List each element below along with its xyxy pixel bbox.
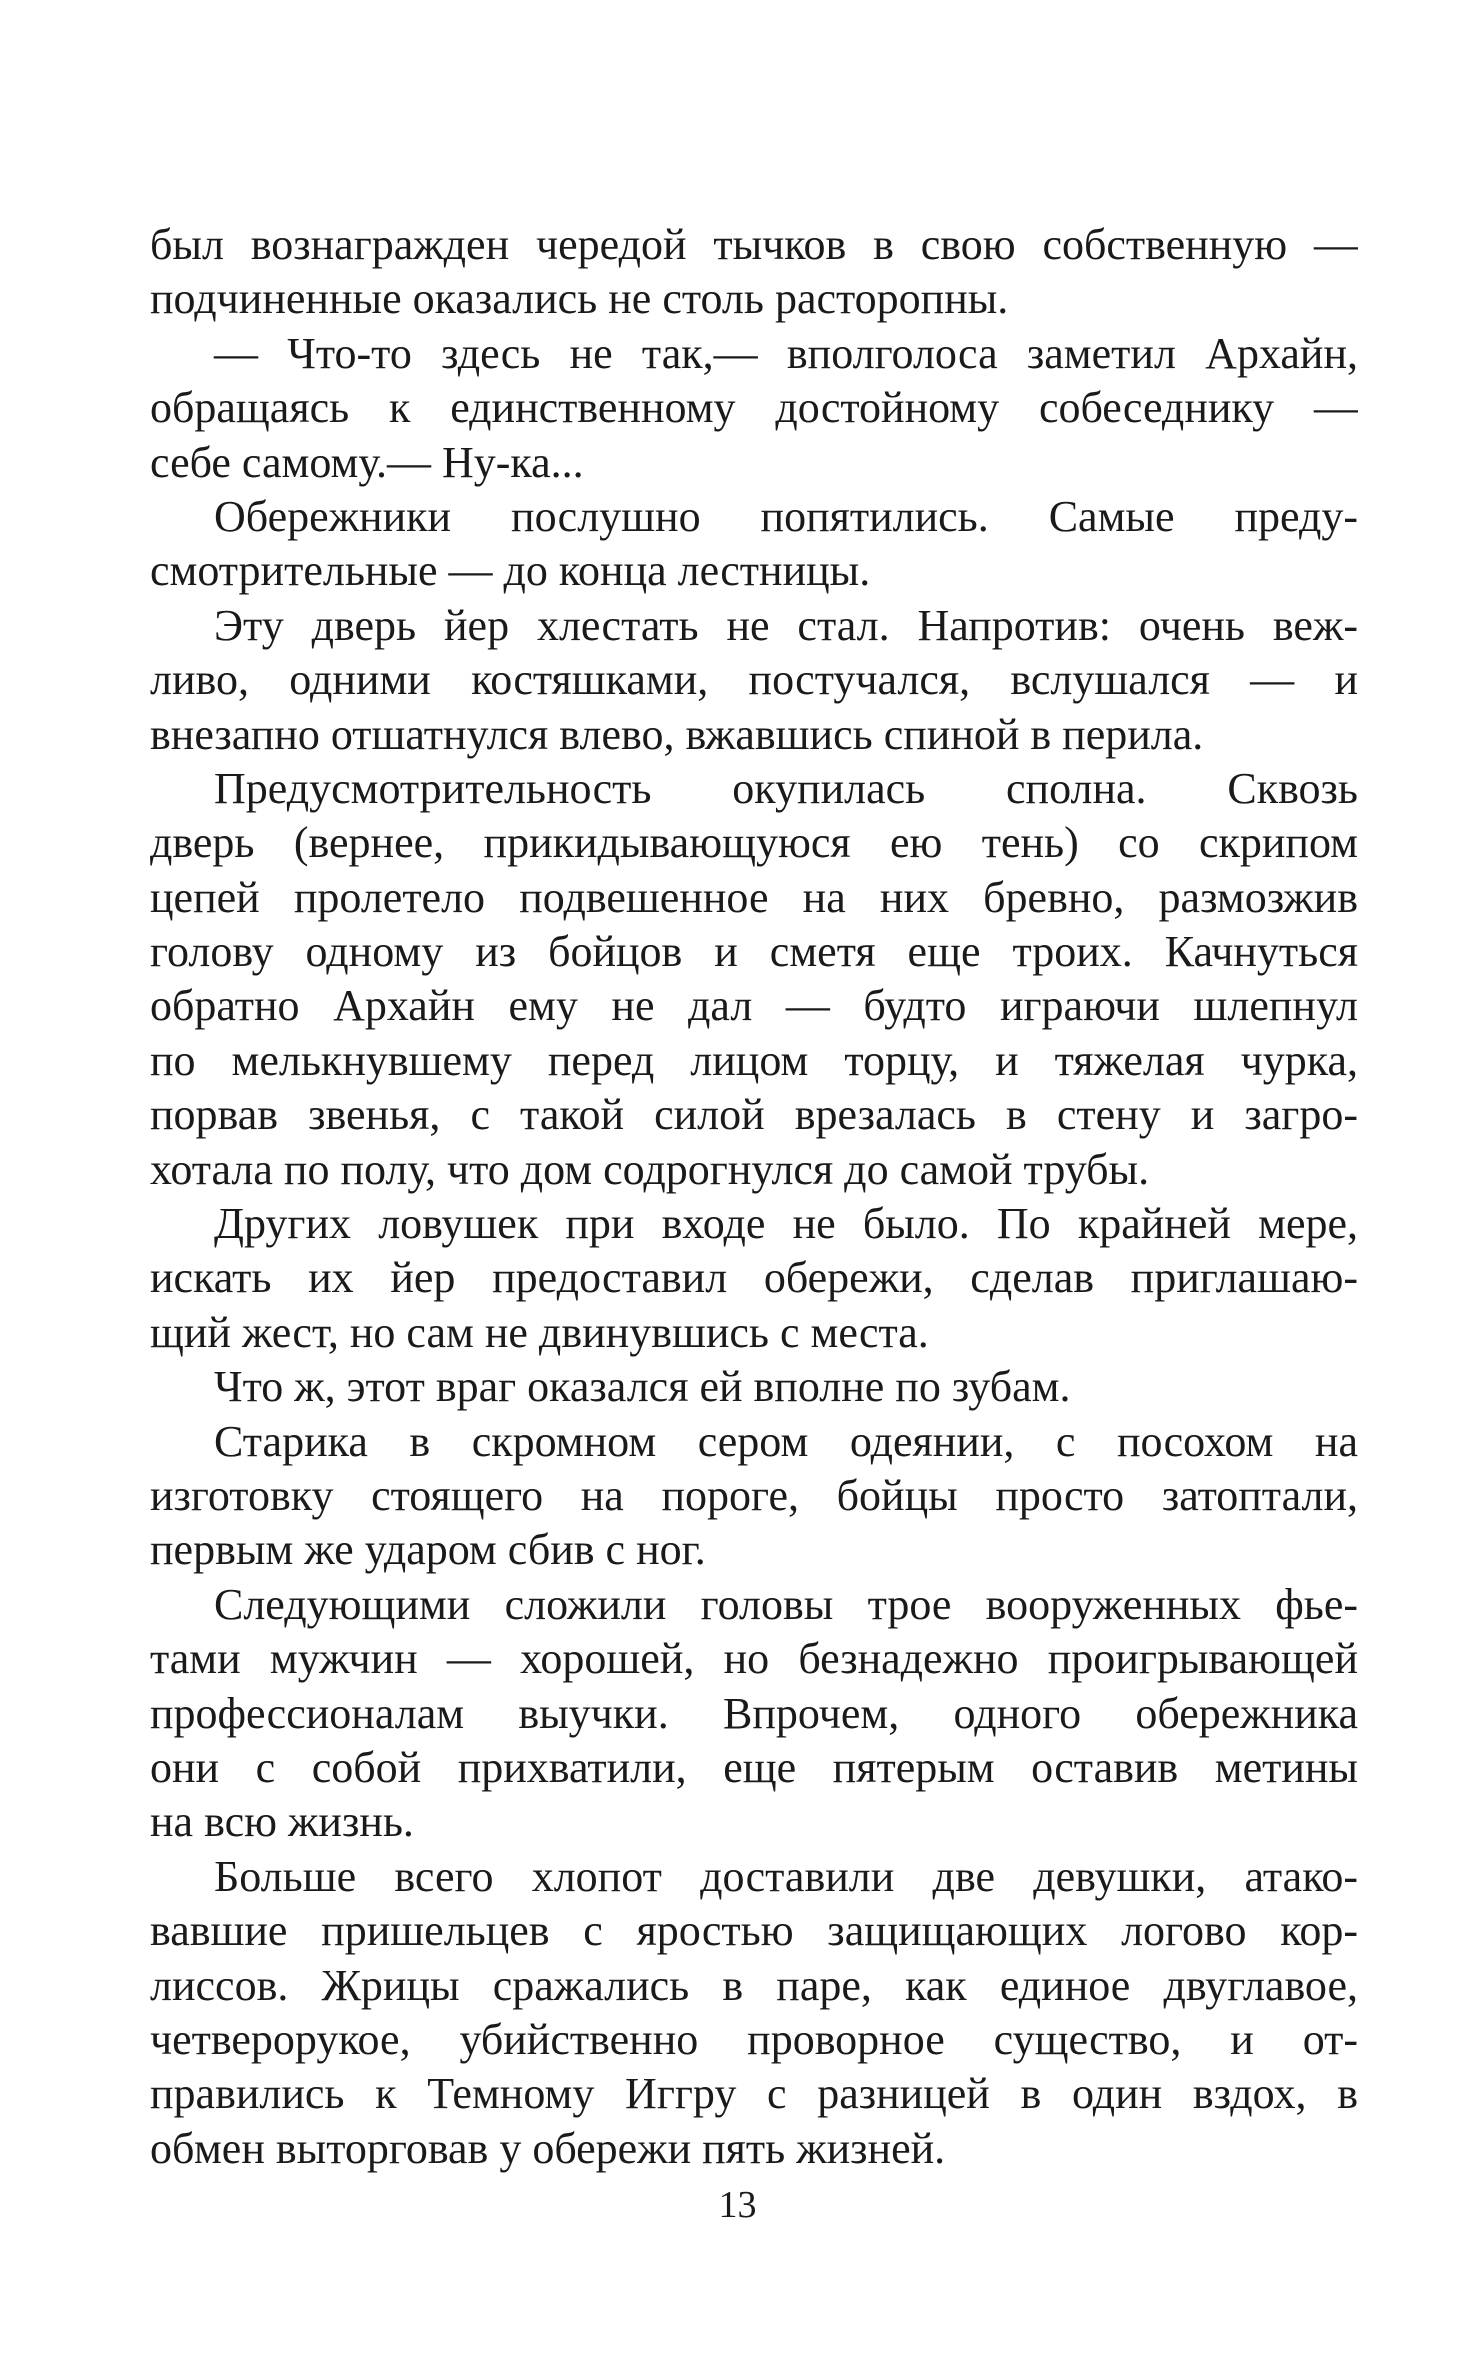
text-line: первым же ударом сбив с ног. [150,1525,706,1575]
text-line: подчиненные оказались не столь расторопны. [150,274,1009,324]
text-line: порвав звенья, с такой силой врезалась в стену и загро- [150,1090,1358,1140]
page-body [150,218,1358,2176]
text-line: четверорукое, убийственно проворное существо, и от- [150,2014,1358,2064]
text-line: профессионалам выучки. Впрочем, одного обережника [150,1688,1358,1738]
text-line: внезапно отшатнулся влево, вжавшись спиной в перила. [150,709,1204,759]
text-line: искать их йер предоставил обережи, сделав приглашаю- [150,1253,1358,1303]
text-line: обратно Архайн ему не дал — будто играючи шлепнул [150,981,1358,1031]
text-line: Следующими сложили головы трое вооруженных фье- [214,1579,1358,1629]
text-line: Обережники послушно попятились. Самые преду- [214,491,1358,541]
text-line: они с собой прихватили, еще пятерым оставив метины [150,1742,1358,1792]
text-line: изготовку стоящего на пороге, бойцы просто затоптали, [150,1470,1358,1520]
text-line: Эту дверь йер хлестать не стал. Напротив: очень веж- [214,600,1358,650]
text-line: цепей пролетело подвешенное на них бревно, размозжив [150,872,1358,922]
text-line: дверь (вернее, прикидывающуюся ею тень) со скрипом [150,818,1358,868]
text-line: себе самому.— Ну-ка... [150,437,584,487]
text-line: щий жест, но сам не двинувшись с места. [150,1307,929,1357]
text-line: правились к Темному Иггру с разницей в один вздох, в [150,2069,1358,2119]
text-line: — Что-то здесь не так,— вполголоса заметил Архайн, [214,328,1358,378]
text-line: по мелькнувшему перед лицом торцу, и тяжелая чурка, [150,1035,1358,1085]
text-line: Старика в скромном сером одеянии, с посохом на [214,1416,1358,1466]
text-line: хотала по полу, что дом содрогнулся до самой трубы. [150,1144,1150,1194]
text-line: вавшие пришельцев с яростью защищающих логово кор- [150,1906,1358,1956]
page-number: 13 [718,2184,757,2226]
text-line: обращаясь к единственному достойному собеседнику — [150,383,1358,433]
text-line: лиссов. Жрицы сражались в паре, как единое двуглавое, [150,1960,1358,2010]
text-line: был вознагражден чередой тычков в свою собственную — [150,220,1358,269]
text-line: Что ж, этот враг оказался ей вполне по зубам. [214,1362,1071,1412]
text-line: обмен выторговав у обережи пять жизней. [150,2123,946,2173]
text-line: смотрительные — до конца лестницы. [150,546,871,596]
text-line: ливо, одними костяшками, постучался, вслушался — и [150,655,1358,705]
text-line: Больше всего хлопот доставили две девушки, атако- [214,1851,1358,1901]
text-line: Других ловушек при входе не было. По крайней мере, [214,1199,1358,1249]
text-line: на всю жизнь. [150,1797,414,1847]
text-line: Предусмотрительность окупилась сполна. Сквозь [214,763,1358,813]
text-line: тами мужчин — хорошей, но безнадежно проигрывающей [150,1634,1358,1684]
text-line: голову одному из бойцов и сметя еще троих. Качнуться [150,927,1358,977]
